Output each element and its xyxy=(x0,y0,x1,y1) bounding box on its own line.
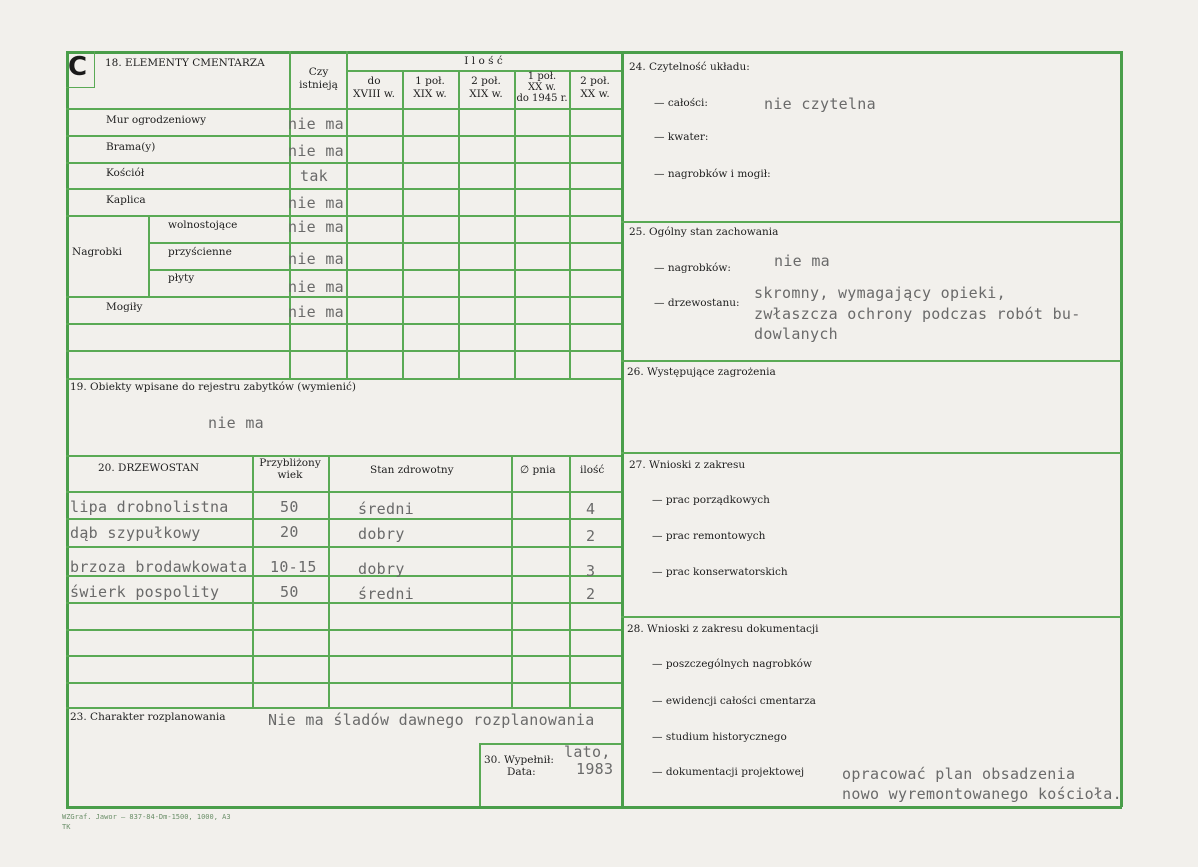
s30-date: 1983 xyxy=(576,760,614,778)
s27-item: — prac porządkowych xyxy=(652,494,770,506)
s24-title: 24. Czytelność układu: xyxy=(629,61,750,73)
s18-mogily-value: nie ma xyxy=(288,303,344,321)
s18-row-line xyxy=(148,269,621,271)
s18-col-line xyxy=(402,70,404,379)
s28-title: 28. Wnioski z zakresu dokumentacji xyxy=(627,623,819,635)
s20-col-count: ilość xyxy=(580,464,605,476)
tree-name: lipa drobnolistna xyxy=(70,498,229,516)
s18-title: 18. ELEMENTY CMENTARZA xyxy=(105,57,265,69)
section-letter: C xyxy=(68,52,88,82)
s18-period-3: 2 poł. XIX w. xyxy=(469,75,503,100)
s20-col-line xyxy=(328,455,330,707)
s25-trees-label: — drzewostanu: xyxy=(654,297,740,309)
s18-row-line xyxy=(66,108,621,110)
tree-age: 50 xyxy=(280,498,299,516)
s19-value: nie ma xyxy=(208,414,264,432)
tree-count: 2 xyxy=(586,585,596,603)
s25-trees-line: skromny, wymagający opieki, xyxy=(754,284,1006,302)
s28-item: — ewidencji całości cmentarza xyxy=(652,695,816,707)
s18-row-line xyxy=(66,162,621,164)
s20-col-health: Stan zdrowotny xyxy=(370,464,454,476)
tree-count: 4 xyxy=(586,500,596,518)
s26-title: 26. Występujące zagrożenia xyxy=(627,366,776,378)
s18-graves-row-label: wolnostojące xyxy=(168,219,238,231)
s18-row-line xyxy=(66,135,621,137)
s20-col-diam: ∅ pnia xyxy=(520,464,556,476)
s18-row-line xyxy=(66,350,621,352)
s20-row-line xyxy=(66,682,621,684)
s30-label-filled: 30. Wypełnił: xyxy=(484,754,554,766)
s20-row-line xyxy=(66,602,621,604)
frame-middle xyxy=(621,51,624,807)
s20-col-line xyxy=(252,455,254,707)
s24-item-label: — nagrobków i mogił: xyxy=(654,168,771,180)
s18-graves-row-label: przyścienne xyxy=(168,246,232,258)
s19-bottom-line xyxy=(66,455,621,457)
s18-row-label: Kaplica xyxy=(106,194,146,206)
s18-period-4: 1 poł. XX w. do 1945 r. xyxy=(516,71,568,104)
tree-age: 20 xyxy=(280,523,299,541)
s18-period-2: 1 poł. XIX w. xyxy=(413,75,447,100)
s18-graves-divider xyxy=(148,215,150,296)
s18-row-line xyxy=(66,296,621,298)
s18-graves-label: Nagrobki xyxy=(72,246,122,258)
tree-health: średni xyxy=(358,500,414,518)
tree-health: dobry xyxy=(358,525,405,543)
s18-count-header-line xyxy=(346,70,621,72)
s18-count-header: I l o ś ć xyxy=(464,55,503,67)
s26-bottom-line xyxy=(621,452,1121,454)
s23-value: Nie ma śladów dawnego rozplanowania xyxy=(268,711,595,729)
s18-period-1: do XVIII w. xyxy=(353,75,395,100)
s18-graves-row-value: nie ma xyxy=(288,278,344,296)
tree-count: 3 xyxy=(586,562,596,580)
s18-col-line xyxy=(458,70,460,379)
s18-row-line xyxy=(66,188,621,190)
s20-col-line xyxy=(511,455,513,707)
s18-graves-row-value: nie ma xyxy=(288,250,344,268)
s30-filled: lato, xyxy=(564,743,611,761)
s25-graves-label: — nagrobków: xyxy=(654,262,731,274)
tree-name: świerk pospolity xyxy=(70,583,220,601)
s24-item-label: — kwater: xyxy=(654,131,709,143)
frame-bottom xyxy=(66,806,1122,809)
s18-row-value: nie ma xyxy=(288,115,344,133)
printer-footer: TK xyxy=(62,823,71,831)
s28-project-value: nowo wyremontowanego kościoła. xyxy=(842,785,1122,803)
s18-row-line xyxy=(148,242,621,244)
s18-bottom-line xyxy=(66,378,621,380)
s25-bottom-line xyxy=(621,360,1121,362)
s20-row-line xyxy=(66,546,621,548)
printer-footer: WZGraf. Jawor — 837-84-Dm-1500, 1000, A3 xyxy=(62,813,231,821)
s27-item: — prac konserwatorskich xyxy=(652,566,788,578)
s20-header-line xyxy=(66,491,621,493)
s20-row-line xyxy=(66,518,621,520)
s18-exists-header: Czy istnieją xyxy=(299,66,338,91)
s24-bottom-line xyxy=(621,221,1121,223)
s18-col-line xyxy=(569,70,571,379)
s28-item: — dokumentacji projektowej xyxy=(652,766,805,778)
s20-row-line xyxy=(66,629,621,631)
tree-count: 2 xyxy=(586,527,596,545)
s18-row-label: Kościół xyxy=(106,167,145,179)
tree-age: 10-15 xyxy=(270,558,317,576)
s18-row-label: Brama(y) xyxy=(106,141,156,153)
tree-health: średni xyxy=(358,585,414,603)
s23-title: 23. Charakter rozplanowania xyxy=(70,711,226,723)
s18-graves-row-label: płyty xyxy=(168,272,195,284)
s25-graves-value: nie ma xyxy=(774,252,830,270)
s24-item-value: nie czytelna xyxy=(764,95,876,113)
s18-graves-row-value: nie ma xyxy=(288,218,344,236)
s18-row-line xyxy=(66,323,621,325)
s18-row-value: nie ma xyxy=(288,142,344,160)
s27-bottom-line xyxy=(621,616,1121,618)
frame-right xyxy=(1120,51,1123,807)
s24-item-label: — całości: xyxy=(654,97,708,109)
frame-top xyxy=(66,51,1122,54)
s30-label-date: Data: xyxy=(507,766,536,778)
tree-health: dobry xyxy=(358,560,405,578)
s20-col-age: Przybliżony wiek xyxy=(259,457,321,481)
s18-row-value: nie ma xyxy=(288,194,344,212)
s30-left-line xyxy=(479,743,481,806)
s19-title: 19. Obiekty wpisane do rejestru zabytków (wymienić) xyxy=(70,381,356,393)
frame-left xyxy=(66,51,69,807)
s18-row-value: tak xyxy=(300,167,328,185)
s28-item: — studium historycznego xyxy=(652,731,787,743)
s20-row-line xyxy=(66,655,621,657)
s18-mogily-label: Mogiły xyxy=(106,301,143,313)
s27-item: — prac remontowych xyxy=(652,530,766,542)
s18-row-label: Mur ogrodzeniowy xyxy=(106,114,207,126)
s18-col-line xyxy=(514,70,516,379)
s28-item: — poszczególnych nagrobków xyxy=(652,658,812,670)
tree-age: 50 xyxy=(280,583,299,601)
s20-col-line xyxy=(569,455,571,707)
tree-name: brzoza brodawkowata xyxy=(70,558,248,576)
tree-name: dąb szypułkowy xyxy=(70,524,201,542)
s20-title: 20. DRZEWOSTAN xyxy=(98,462,200,474)
s25-trees-line: zwłaszcza ochrony podczas robót bu- xyxy=(754,305,1081,323)
s20-bottom-line xyxy=(66,707,621,709)
s25-trees-line: dowlanych xyxy=(754,325,838,343)
s25-title: 25. Ogólny stan zachowania xyxy=(629,226,779,238)
s27-title: 27. Wnioski z zakresu xyxy=(629,459,746,471)
s18-period-5: 2 poł. XX w. xyxy=(580,75,610,100)
s28-project-value: opracować plan obsadzenia xyxy=(842,765,1076,783)
